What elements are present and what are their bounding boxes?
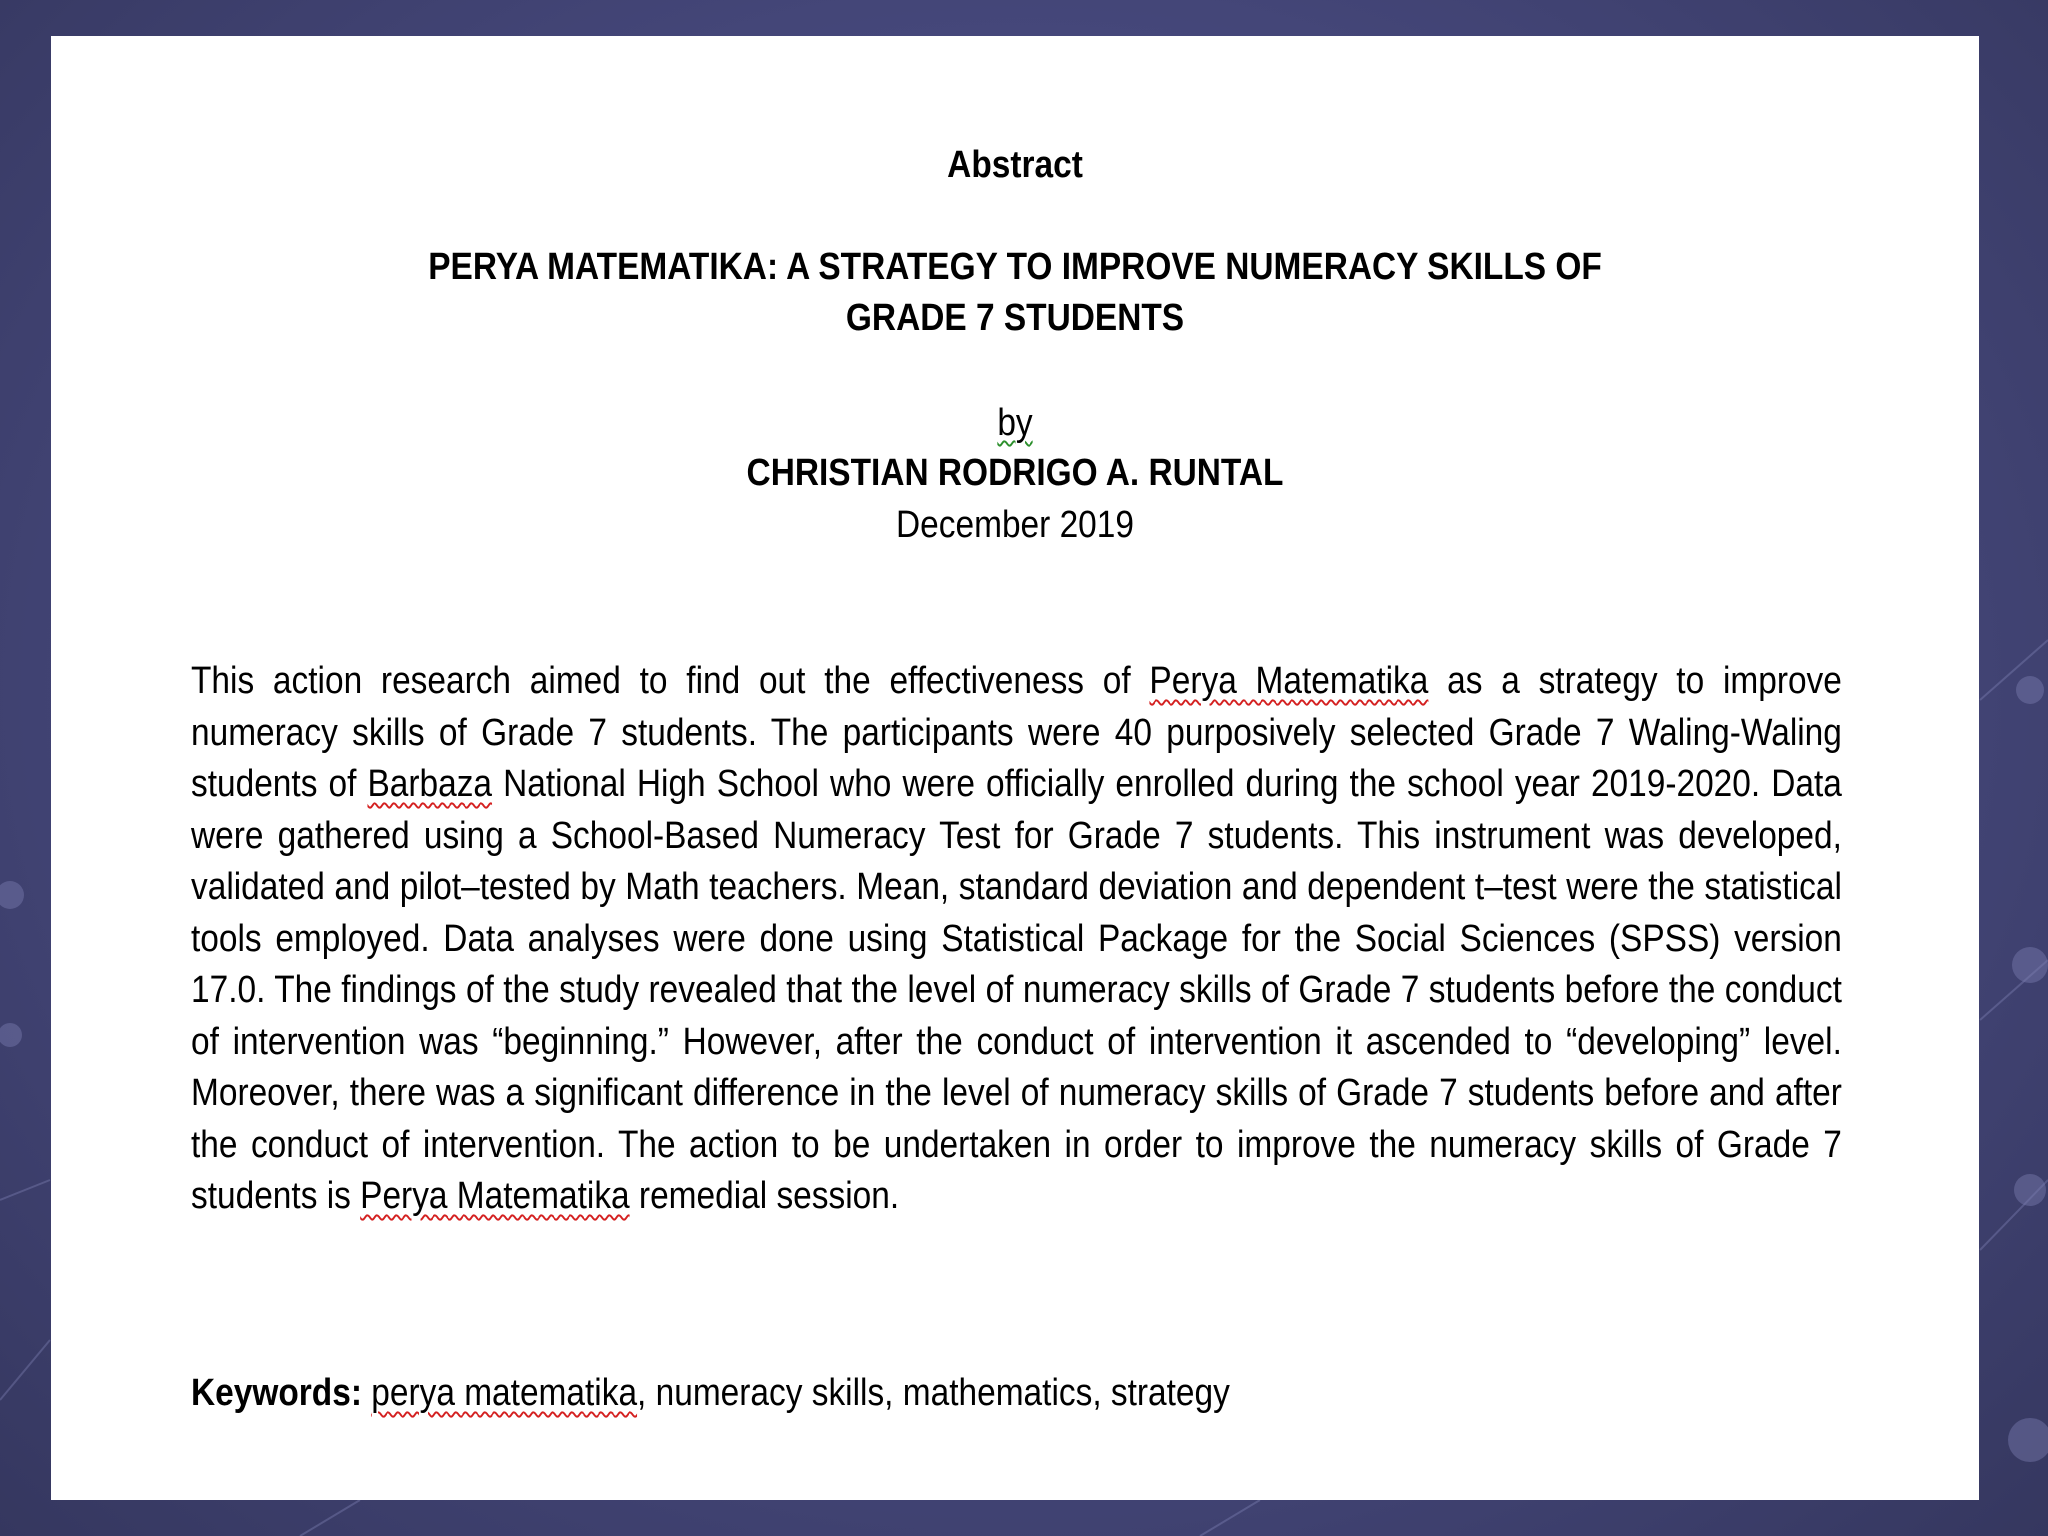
- document-page: [51, 36, 1979, 1500]
- keywords-rest: , numeracy skills, mathematics, strategy: [637, 1372, 1230, 1414]
- body-segment: as a strategy to improve numeracy skills of Grade 7 students. The participants were 40 purposively selected Grade 7 Waling-Waling students of: [191, 660, 1842, 805]
- title-line-1: PERYA MATEMATIKA: A STRATEGY TO IMPROVE NUMERACY SKILLS OF: [428, 246, 1602, 288]
- body-segment: This action research aimed to find out the effectiveness of: [191, 660, 1150, 702]
- abstract-content: [51, 36, 1979, 1500]
- title-line-2: GRADE 7 STUDENTS: [845, 297, 1185, 339]
- abstract-body: [191, 656, 1842, 1223]
- body-segment: National High School who were officially enrolled during the school year 2019-2020. Data were gathered using a School-Based Numeracy Test for Grade 7 students. This instrument was developed, validated and pilot–tested by Math teachers. Mean, standard deviation and dependent t–test were the statistical tools employed. Data analyses were done using Statistical Package for the Social Sciences (SPSS) version 17.0. The findings of the study revealed that the level of numeracy skills of Grade 7 students before the conduct of intervention was “beginning.” However, after the conduct of intervention it ascended to “developing” level. Moreover, there was a significant difference in the level of numeracy skills of Grade 7 students before and after the conduct of intervention. The action to be undertaken in order to improve the numeracy skills of Grade 7 students is: [191, 763, 1842, 1217]
- body-term: Barbaza: [367, 763, 493, 805]
- publication-date: December 2019: [896, 504, 1134, 546]
- author-name: CHRISTIAN RODRIGO A. RUNTAL: [746, 452, 1284, 494]
- keyword-term: perya matematika: [371, 1372, 638, 1414]
- body-term: Perya Matematika: [1149, 660, 1429, 702]
- body-term: Perya Matematika: [360, 1175, 630, 1217]
- section-heading: Abstract: [947, 144, 1083, 186]
- keywords-label: Keywords:: [191, 1372, 362, 1414]
- document-title: [167, 242, 1864, 344]
- by-label: by: [997, 402, 1033, 444]
- keywords-line: [191, 1372, 1842, 1415]
- by-line: [167, 402, 1864, 445]
- body-segment: remedial session.: [629, 1175, 900, 1217]
